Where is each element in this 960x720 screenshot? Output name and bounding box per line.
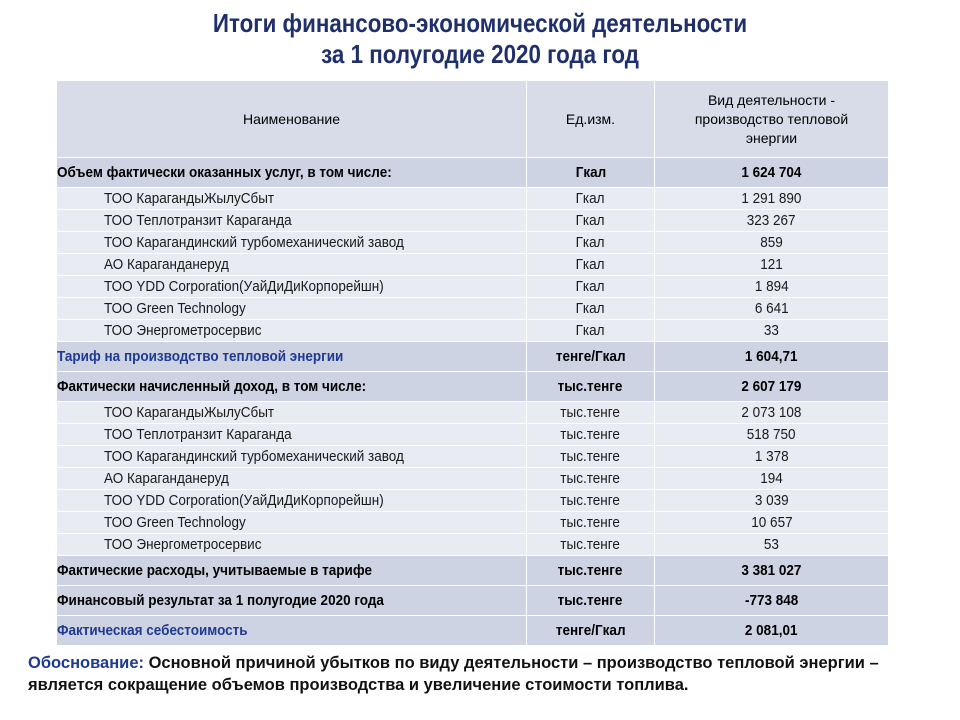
row-unit [527, 402, 655, 424]
row-value-text: 194 [760, 469, 783, 487]
table-row [57, 372, 889, 402]
table-row [57, 254, 889, 276]
row-unit [527, 490, 655, 512]
row-name [57, 158, 527, 188]
row-unit [527, 210, 655, 232]
row-unit [527, 468, 655, 490]
header-unit: Ед.изм. [527, 81, 655, 158]
row-value-text: 6 641 [754, 299, 789, 317]
row-unit [527, 342, 655, 372]
row-name-text: ТОО YDD Corporation(УайДиДиКорпорейшн) [104, 491, 384, 509]
row-name-text: ТОО Карагандинский турбомеханический завод [104, 447, 404, 465]
row-name-text: Объем фактически оказанных услуг, в том числе: [57, 163, 392, 181]
row-unit-text: тенге/Гкал [555, 621, 626, 639]
row-unit [527, 372, 655, 402]
row-unit-text: тыс.тенге [560, 425, 621, 443]
row-unit-text: тыс.тенге [558, 591, 623, 609]
row-unit [527, 254, 655, 276]
justification-note [28, 652, 933, 696]
table-row [57, 490, 889, 512]
row-value [655, 254, 889, 276]
table-row [57, 512, 889, 534]
row-value [655, 468, 889, 490]
row-name [57, 372, 527, 402]
table-header-row [57, 81, 889, 158]
row-value [655, 556, 889, 586]
row-unit [527, 556, 655, 586]
row-name-text: ТОО Теплотранзит Караганда [104, 211, 292, 229]
row-value [655, 342, 889, 372]
row-value-text: 3 039 [754, 491, 789, 509]
row-unit-text: тыс.тенге [558, 377, 623, 395]
table-row [57, 468, 889, 490]
row-value [655, 276, 889, 298]
row-name-text: Фактические расходы, учитываемые в тарифе [57, 561, 372, 579]
row-unit [527, 616, 655, 646]
row-unit [527, 276, 655, 298]
row-unit-text: тыс.тенге [560, 447, 621, 465]
row-name [57, 446, 527, 468]
row-unit-text: тенге/Гкал [555, 347, 626, 365]
row-name [57, 342, 527, 372]
row-value [655, 372, 889, 402]
table-row [57, 586, 889, 616]
row-value [655, 534, 889, 556]
row-unit-text: Гкал [576, 189, 605, 207]
row-unit [527, 534, 655, 556]
row-value [655, 616, 889, 646]
row-unit-text: тыс.тенге [558, 561, 623, 579]
row-value-text: -773 848 [744, 591, 799, 609]
row-unit-text: Гкал [576, 299, 605, 317]
row-name [57, 556, 527, 586]
row-name-text: ТОО Теплотранзит Караганда [104, 425, 292, 443]
row-value [655, 424, 889, 446]
row-value-text: 518 750 [747, 425, 796, 443]
row-value [655, 446, 889, 468]
row-name [57, 320, 527, 342]
table-row [57, 188, 889, 210]
row-value [655, 232, 889, 254]
row-name [57, 298, 527, 320]
row-unit-text: тыс.тенге [560, 513, 621, 531]
row-value-text: 1 624 704 [741, 163, 802, 181]
header-name: Наименование [57, 81, 527, 158]
row-value [655, 490, 889, 512]
row-unit [527, 232, 655, 254]
row-unit [527, 586, 655, 616]
row-unit-text: тыс.тенге [560, 469, 621, 487]
row-name-text: ТОО Green Technology [104, 299, 246, 317]
row-unit-text: Гкал [576, 321, 605, 339]
row-value [655, 210, 889, 232]
row-unit [527, 298, 655, 320]
justification-label: Обоснование: [28, 654, 144, 672]
row-value-text: 1 894 [754, 277, 789, 295]
row-name-text: ТОО КарагандыЖылуСбыт [104, 189, 275, 207]
table-row [57, 320, 889, 342]
row-unit-text: Гкал [575, 163, 606, 181]
row-value-text: 33 [763, 321, 780, 339]
row-unit [527, 424, 655, 446]
row-value [655, 320, 889, 342]
table-row [57, 158, 889, 188]
row-name-text: АО Караганданеруд [104, 255, 229, 273]
row-value [655, 512, 889, 534]
row-unit-text: Гкал [576, 277, 605, 295]
row-value-text: 2 073 108 [741, 403, 802, 421]
row-unit [527, 512, 655, 534]
row-value [655, 298, 889, 320]
row-name [57, 490, 527, 512]
row-value-text: 1 291 890 [741, 189, 802, 207]
row-value [655, 402, 889, 424]
row-name-text: Финансовый результат за 1 полугодие 2020 года [57, 591, 384, 609]
row-value-text: 53 [763, 535, 780, 553]
table-row [57, 298, 889, 320]
page-title [67, 8, 893, 70]
row-name-text: ТОО КарагандыЖылуСбыт [104, 403, 275, 421]
row-name-text: ТОО YDD Corporation(УайДиДиКорпорейшн) [104, 277, 384, 295]
row-name-text: Фактическая себестоимость [57, 621, 248, 639]
row-name [57, 468, 527, 490]
row-unit-text: тыс.тенге [560, 491, 621, 509]
table-row [57, 232, 889, 254]
row-unit-text: тыс.тенге [560, 535, 621, 553]
header-activity: Вид деятельности - производство тепловой энергии [655, 81, 889, 158]
row-name [57, 586, 527, 616]
row-name [57, 512, 527, 534]
row-name-text: ТОО Green Technology [104, 513, 246, 531]
row-value-text: 10 657 [750, 513, 793, 531]
row-name-text: ТОО Энергометросервис [104, 321, 262, 339]
row-value [655, 158, 889, 188]
row-value-text: 3 381 027 [741, 561, 802, 579]
row-value-text: 323 267 [747, 211, 796, 229]
row-value [655, 188, 889, 210]
row-value-text: 1 604,71 [745, 347, 798, 365]
table-row [57, 446, 889, 468]
row-value [655, 586, 889, 616]
row-unit-text: Гкал [576, 255, 605, 273]
row-unit [527, 188, 655, 210]
row-unit-text: Гкал [576, 211, 605, 229]
page-title-line2: за 1 полугодие 2020 года год [321, 39, 639, 69]
row-unit [527, 446, 655, 468]
row-name [57, 616, 527, 646]
row-value-text: 121 [760, 255, 783, 273]
justification-text: Основной причиной убытков по виду деятельности – производство тепловой энергии – является сокращение объемов производства и увеличение стоимости топлива. [28, 654, 879, 694]
row-name [57, 232, 527, 254]
row-name [57, 534, 527, 556]
table-row [57, 210, 889, 232]
row-unit-text: Гкал [576, 233, 605, 251]
table-row [57, 276, 889, 298]
page-title-line1: Итоги финансово-экономической деятельности [212, 8, 748, 38]
row-unit-text: тыс.тенге [560, 403, 621, 421]
table-row [57, 424, 889, 446]
row-unit [527, 320, 655, 342]
row-name-text: ТОО Карагандинский турбомеханический завод [104, 233, 404, 251]
row-value-text: 859 [760, 233, 783, 251]
row-name-text: ТОО Энергометросервис [104, 535, 262, 553]
row-value-text: 2 607 179 [741, 377, 802, 395]
row-name [57, 424, 527, 446]
row-name [57, 402, 527, 424]
row-name-text: Тариф на производство тепловой энергии [57, 347, 344, 365]
row-name [57, 254, 527, 276]
row-name [57, 210, 527, 232]
table-body [57, 158, 889, 646]
table-row [57, 402, 889, 424]
row-name-text: Фактически начисленный доход, в том числе: [57, 377, 367, 395]
row-value-text: 1 378 [754, 447, 789, 465]
row-name-text: АО Караганданеруд [104, 469, 229, 487]
row-name [57, 188, 527, 210]
row-unit [527, 158, 655, 188]
row-value-text: 2 081,01 [745, 621, 798, 639]
table-row [57, 556, 889, 586]
financial-results-table [56, 80, 889, 646]
table-row [57, 342, 889, 372]
row-name [57, 276, 527, 298]
table-row [57, 534, 889, 556]
table-row [57, 616, 889, 646]
